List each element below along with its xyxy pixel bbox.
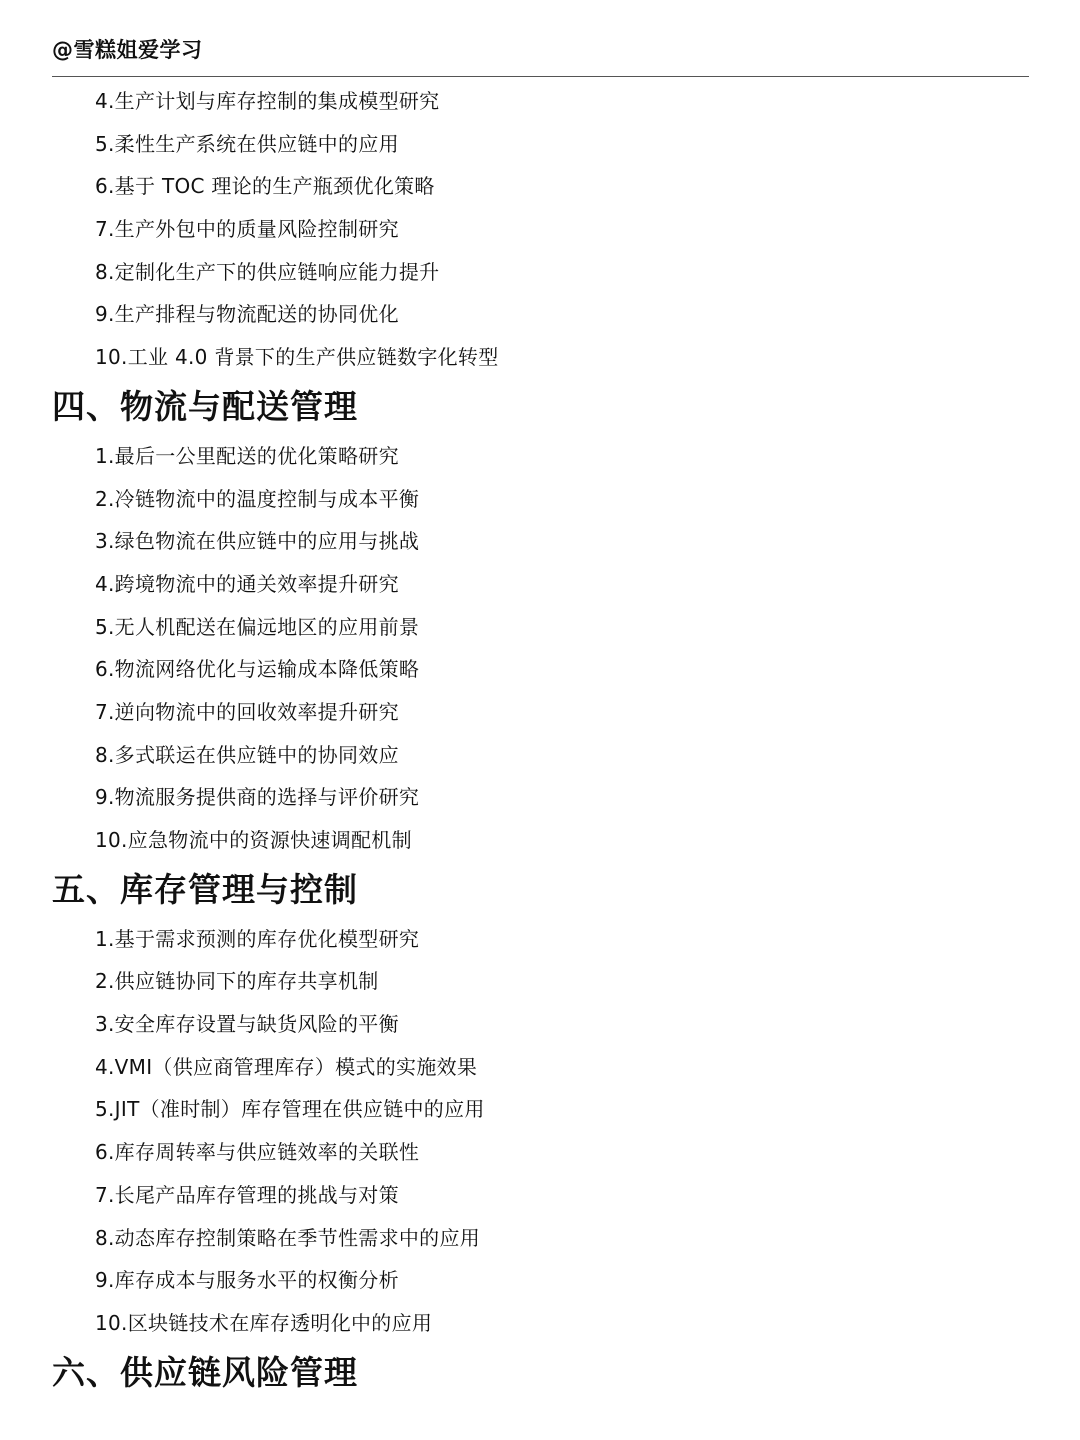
list-item: 5.无人机配送在偏远地区的应用前景 — [95, 614, 420, 639]
document-body — [0, 80, 1080, 1401]
section-heading-logistics: 四、物流与配送管理 — [52, 386, 358, 426]
author-handle: @雪糕姐爱学习 — [52, 38, 203, 62]
list-item: 5.JIT（准时制）库存管理在供应链中的应用 — [95, 1097, 485, 1122]
list-item: 3.安全库存设置与缺货风险的平衡 — [95, 1012, 399, 1037]
section-group-production — [0, 80, 1080, 379]
list-item: 7.生产外包中的质量风险控制研究 — [95, 217, 399, 242]
section-group-inventory — [0, 918, 1080, 1345]
section-heading-risk: 六、供应链风险管理 — [52, 1352, 358, 1392]
header-divider — [52, 76, 1029, 77]
list-item: 10.区块链技术在库存透明化中的应用 — [95, 1310, 433, 1335]
list-item: 6.基于 TOC 理论的生产瓶颈优化策略 — [95, 174, 435, 199]
list-item: 6.物流网络优化与运输成本降低策略 — [95, 657, 420, 682]
list-item: 9.库存成本与服务水平的权衡分析 — [95, 1268, 399, 1293]
list-item: 3.绿色物流在供应链中的应用与挑战 — [95, 529, 420, 554]
list-item: 4.VMI（供应商管理库存）模式的实施效果 — [95, 1054, 478, 1079]
list-item: 7.逆向物流中的回收效率提升研究 — [95, 699, 399, 724]
list-item: 8.多式联运在供应链中的协同效应 — [95, 742, 399, 767]
list-item: 2.供应链协同下的库存共享机制 — [95, 969, 379, 994]
list-item: 4.跨境物流中的通关效率提升研究 — [95, 571, 399, 596]
list-item: 6.库存周转率与供应链效率的关联性 — [95, 1140, 420, 1165]
list-item: 1.基于需求预测的库存优化模型研究 — [95, 926, 420, 951]
list-item: 8.动态库存控制策略在季节性需求中的应用 — [95, 1225, 481, 1250]
list-item: 2.冷链物流中的温度控制与成本平衡 — [95, 486, 420, 511]
list-item: 10.应急物流中的资源快速调配机制 — [95, 828, 412, 852]
list-item: 10.工业 4.0 背景下的生产供应链数字化转型 — [95, 345, 499, 370]
list-item: 9.生产排程与物流配送的协同优化 — [95, 302, 399, 327]
list-item: 4.生产计划与库存控制的集成模型研究 — [95, 89, 440, 113]
list-item: 5.柔性生产系统在供应链中的应用 — [95, 131, 399, 156]
list-item: 8.定制化生产下的供应链响应能力提升 — [95, 259, 440, 284]
section-group-logistics — [0, 435, 1080, 862]
section-heading-inventory: 五、库存管理与控制 — [52, 869, 358, 909]
list-item: 9.物流服务提供商的选择与评价研究 — [95, 785, 420, 810]
list-item: 1.最后一公里配送的优化策略研究 — [95, 443, 399, 468]
list-item: 7.长尾产品库存管理的挑战与对策 — [95, 1182, 399, 1207]
